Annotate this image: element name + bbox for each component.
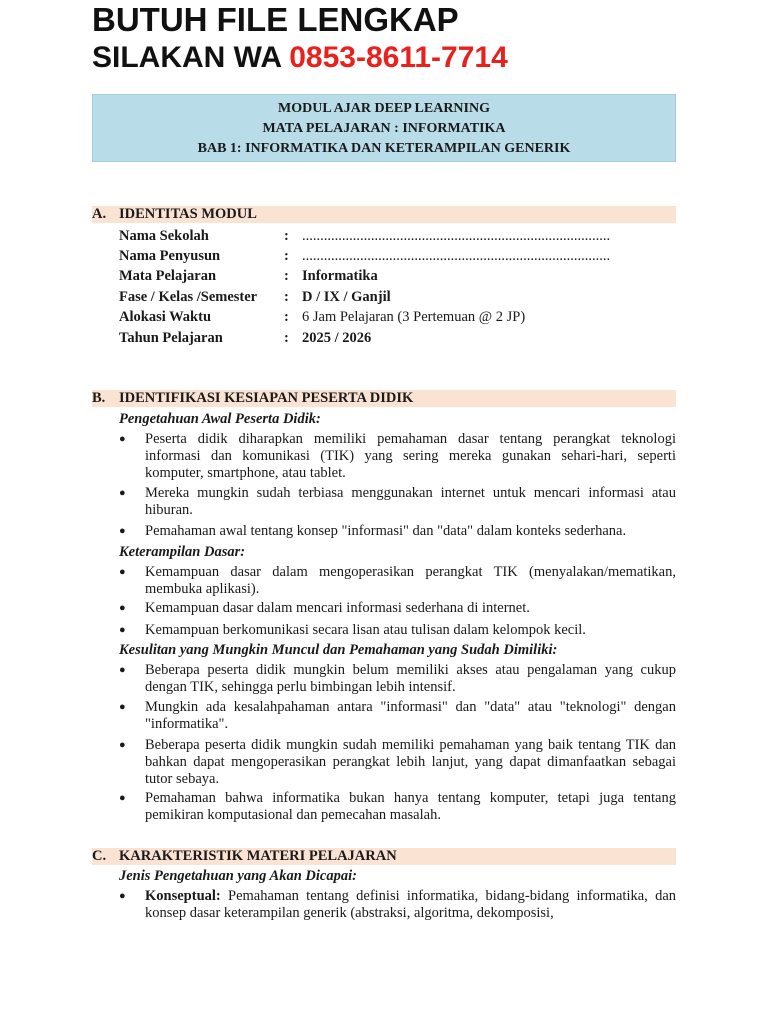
identity-value: D / IX / Ganjil [302, 289, 391, 305]
list-item [119, 888, 676, 922]
section-c-title: KARAKTERISTIK MATERI PELAJARAN [119, 848, 397, 864]
list-item [119, 485, 676, 519]
subheading-prior-knowledge: Pengetahuan Awal Peserta Didik: [119, 411, 321, 427]
subheading-difficulties: Kesulitan yang Mungkin Muncul dan Pemahaman yang Sudah Dimiliki: [119, 642, 558, 658]
identity-label: Tahun Pelajaran [119, 330, 223, 346]
list-item-text: Mereka mungkin sudah terbiasa menggunakan internet untuk mencari informasi atau hiburan. [145, 485, 676, 518]
list-item [119, 431, 676, 482]
identity-colon: : [284, 228, 289, 244]
promo-line-2-prefix: SILAKAN WA [92, 41, 290, 74]
subject-title: MATA PELAJARAN : INFORMATIKA [262, 121, 506, 136]
identity-colon: : [284, 248, 289, 264]
bullet-icon: ● [119, 525, 126, 537]
promo-line-2 [92, 40, 508, 76]
promo-line-1: BUTUH FILE LENGKAP [92, 1, 459, 38]
module-title: MODUL AJAR DEEP LEARNING [278, 101, 490, 116]
list-item [119, 662, 676, 696]
chapter-title: BAB 1: INFORMATIKA DAN KETERAMPILAN GENERIK [197, 141, 571, 156]
list-item-body: Pemahaman tentang definisi informatika, bidang-bidang informatika, dan konsep dasar keterampilan generik (abstraksi, algoritma, dekomposisi, [145, 888, 676, 921]
section-b-title: IDENTIFIKASI KESIAPAN PESERTA DIDIK [119, 390, 414, 406]
section-b-heading [92, 390, 676, 407]
identity-label: Mata Pelajaran [119, 268, 217, 284]
list-item [119, 790, 676, 824]
bullet-icon: ● [119, 701, 126, 713]
list-item [119, 737, 676, 788]
identity-value: 2025 / 2026 [302, 330, 372, 346]
identity-label: Fase / Kelas /Semester [119, 289, 258, 305]
list-item-text: Kemampuan berkomunikasi secara lisan atau tulisan dalam kelompok kecil. [145, 622, 586, 638]
section-a-letter: A. [92, 206, 107, 222]
bullet-icon: ● [119, 664, 126, 676]
list-item-text: Peserta didik diharapkan memiliki pemahaman dasar tentang perangkat teknologi informasi dan komunikasi (TIK) yang sering mereka gunakan sehari-hari, seperti komputer, smartphone, atau tablet. [145, 431, 676, 481]
list-item [119, 523, 676, 540]
identity-colon: : [284, 289, 289, 305]
subheading-basic-skills: Keterampilan Dasar: [119, 544, 246, 560]
bullet-icon: ● [119, 739, 126, 751]
identity-value: ..................................................................................... [302, 248, 611, 264]
identity-label: Alokasi Waktu [119, 309, 212, 325]
identity-colon: : [284, 268, 289, 284]
list-item-text: Mungkin ada kesalahpahaman antara "informasi" dan "data" atau "teknologi" dengan "informatika". [145, 699, 676, 732]
list-item [119, 564, 676, 598]
section-b-letter: B. [92, 390, 106, 406]
list-item-text: Beberapa peserta didik mungkin belum memiliki akses atau pengalaman yang cukup dengan TIK, sehingga perlu bimbingan lebih intensif. [145, 662, 676, 695]
section-a-title: IDENTITAS MODUL [119, 206, 257, 222]
identity-label: Nama Sekolah [119, 228, 209, 244]
section-c-heading [92, 848, 676, 865]
bullet-icon: ● [119, 433, 126, 445]
list-item-text [145, 888, 676, 922]
bullet-icon: ● [119, 792, 126, 804]
bullet-icon: ● [119, 890, 126, 902]
identity-value: 6 Jam Pelajaran (3 Pertemuan @ 2 JP) [302, 309, 526, 325]
promo-phone-number: 0853-8611-7714 [289, 41, 508, 74]
subheading-knowledge-types: Jenis Pengetahuan yang Akan Dicapai: [119, 868, 357, 884]
list-item-text: Pemahaman awal tentang konsep "informasi" dan "data" dalam konteks sederhana. [145, 523, 627, 539]
list-item-text: Beberapa peserta didik mungkin sudah memiliki pemahaman yang baik tentang TIK dan bahkan dapat mengoperasikan perangkat lebih lanjut, yang dapat dimanfaatkan sebagai tutor sebaya. [145, 737, 676, 787]
identity-value: ..................................................................................... [302, 228, 611, 244]
list-item [119, 600, 676, 617]
bullet-icon: ● [119, 602, 126, 614]
list-item-text: Kemampuan dasar dalam mengoperasikan perangkat TIK (menyalakan/mematikan, membuka aplikasi). [145, 564, 676, 597]
module-header-box [92, 94, 676, 162]
bullet-icon: ● [119, 624, 126, 636]
list-item-text: Kemampuan dasar dalam mencari informasi sederhana di internet. [145, 600, 530, 616]
identity-value: Informatika [302, 268, 378, 284]
bullet-icon: ● [119, 487, 126, 499]
bullet-icon: ● [119, 566, 126, 578]
list-item [119, 699, 676, 733]
section-c-letter: C. [92, 848, 107, 864]
list-item-text: Pemahaman bahwa informatika bukan hanya tentang komputer, tetapi juga tentang pemikiran komputasional dan pemecahan masalah. [145, 790, 676, 823]
list-item [119, 622, 676, 639]
identity-label: Nama Penyusun [119, 248, 221, 264]
identity-colon: : [284, 330, 289, 346]
identity-colon: : [284, 309, 289, 325]
section-a-heading [92, 206, 676, 223]
list-item-bold-label: Konseptual: [145, 888, 221, 904]
